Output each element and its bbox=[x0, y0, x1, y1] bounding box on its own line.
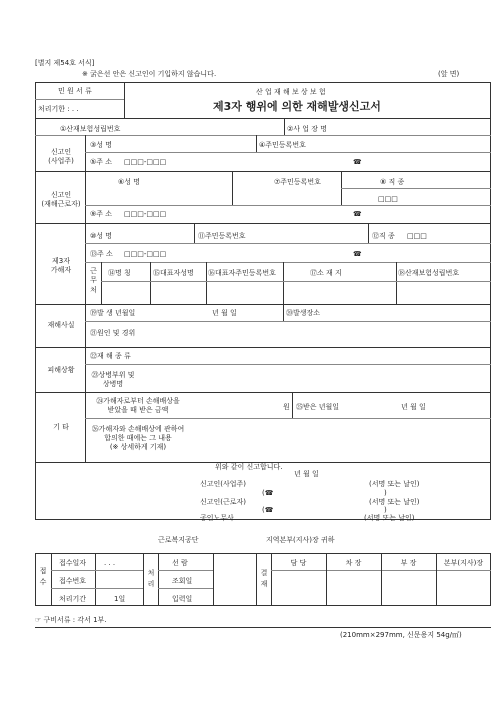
accident-cause-label: ㉑원인 및 경위 bbox=[90, 329, 136, 337]
employer-site-name-label: ②사 업 장 명 bbox=[287, 125, 327, 133]
employer-signer-label: 신고인(사업주) bbox=[200, 480, 247, 488]
declaration-text: 위와 같이 신고합니다. bbox=[215, 463, 283, 471]
labor-attorney-signature-note: (서명 또는 날인) bbox=[364, 514, 415, 522]
victim-address-label: ⑨주 소 bbox=[90, 210, 113, 218]
worker-signer-label: 신고인(근로자) bbox=[200, 498, 247, 506]
approval-col-deputy: 차 장 bbox=[345, 559, 362, 567]
accident-date-label: ⑲발 생 년월일 bbox=[90, 309, 136, 317]
victim-job-code-boxes: □□□ bbox=[378, 195, 398, 203]
form-number: [별지 제54호 서식] bbox=[35, 59, 95, 67]
phone-icon: ☎ bbox=[353, 158, 362, 166]
victim-name-label: ⑥성 명 bbox=[118, 178, 141, 186]
third-party-rrn-label: ⑪주민등록번호 bbox=[198, 232, 246, 240]
employer-address-label: ⑤주 소 bbox=[90, 158, 113, 166]
phone-icon: ☎ bbox=[353, 250, 362, 258]
inquiry-date-label: 조회일 bbox=[172, 577, 193, 585]
processing-period-label: 처리기간 bbox=[59, 595, 87, 603]
accident-place-label: ⑳발생장소 bbox=[286, 309, 321, 317]
injury-section-label: 피해상황 bbox=[47, 366, 75, 374]
victim-section-label: 신고인 (재해근로자) bbox=[41, 191, 81, 209]
employer-name-label: ③성 명 bbox=[90, 141, 113, 149]
accident-section-label: 재해사실 bbox=[47, 321, 75, 329]
third-party-name-label: ⑩성 명 bbox=[90, 232, 113, 240]
worker-signature-note: (서명 또는 날인) bbox=[369, 498, 420, 506]
approval-section-label: 결 재 bbox=[260, 569, 268, 589]
agency-name: 산 업 재 해 보 상 보 험 bbox=[256, 88, 326, 96]
receipt-section-label: 접 수 bbox=[39, 567, 47, 587]
employer-section-label: 신고인 (사업주) bbox=[48, 148, 74, 166]
workplace-rep-name-label: ⑮대표자성명 bbox=[153, 269, 194, 277]
phone-close-paren: ) bbox=[384, 506, 387, 514]
received-date-format: 년 월 일 bbox=[401, 403, 426, 411]
workplace-location-label: ⑰소 재 지 bbox=[310, 269, 342, 277]
third-party-section-label: 제3자 가해자 bbox=[50, 257, 72, 275]
receipt-doc-label: 민 원 서 류 bbox=[58, 87, 92, 95]
receipt-date-label: 접수일자 bbox=[59, 559, 87, 567]
required-documents: ☞ 구비서류 : 각서 1부. bbox=[35, 616, 107, 624]
labor-attorney-label: 공인노무사 bbox=[200, 514, 234, 522]
victim-rrn-label: ⑦주민등록번호 bbox=[274, 178, 321, 186]
injury-part-label: ㉓상병부위 및 상병명 bbox=[91, 371, 135, 389]
agreement-label: ㉖가해자와 손해배상에 관하여 합의한 때에는 그 내용 (※ 상세하게 기재) bbox=[91, 425, 185, 452]
addressee-agency: 근로복지공단 bbox=[158, 536, 199, 544]
victim-job-label: ⑧ 직 종 bbox=[380, 178, 405, 186]
employer-signature-note: (서명 또는 날인) bbox=[369, 480, 420, 488]
third-party-job-code-boxes: □□□ bbox=[407, 232, 427, 240]
workplace-label: 근 무 처 bbox=[90, 267, 97, 294]
employer-postal-boxes: □□□-□□□ bbox=[124, 158, 167, 166]
declaration-date: 년 월 일 bbox=[294, 470, 319, 478]
workplace-biz-no-label: ⑱산재보험성립번호 bbox=[398, 269, 460, 277]
workplace-rep-rrn-label: ⑯대표자주민등록번호 bbox=[208, 269, 276, 277]
accident-date-format: 년 월 일 bbox=[212, 309, 237, 317]
compensation-received-label: ㉔가해자로부터 손해배상을 받았을 때 받은 금액 bbox=[96, 397, 180, 415]
third-party-job-label: ⑫직 종 bbox=[372, 232, 395, 240]
won-unit: 원 bbox=[283, 403, 290, 411]
page-side-label: (앞 면) bbox=[438, 70, 460, 78]
notice-text: ※ 굵은선 안은 신고인이 기입하지 않습니다. bbox=[82, 70, 217, 78]
addressee-branch: 지역본부(지사)장 귀하 bbox=[266, 536, 335, 544]
approval-col-staff: 담 당 bbox=[290, 559, 307, 567]
employer-rrn-label: ④주민등록번호 bbox=[259, 141, 306, 149]
receipt-number-label: 접수번호 bbox=[59, 577, 87, 585]
third-party-postal-boxes: □□□-□□□ bbox=[124, 250, 167, 258]
received-date-label: ㉕받은 년월일 bbox=[296, 403, 340, 411]
other-section-label: 기 타 bbox=[53, 423, 69, 431]
injury-type-label: ㉒재 해 종 류 bbox=[90, 352, 131, 360]
approval-col-branch-head: 본부(지사)장 bbox=[443, 559, 484, 567]
input-date-label: 입력일 bbox=[172, 595, 193, 603]
phone-close-paren: ) bbox=[384, 489, 387, 497]
workplace-name-label: ⑭명 칭 bbox=[108, 269, 131, 277]
third-party-address-label: ⑬주 소 bbox=[90, 250, 113, 258]
receipt-date-value: . . . bbox=[104, 559, 116, 567]
form-title: 제3자 행위에 의한 재해발생신고서 bbox=[213, 100, 381, 113]
phone-icon: (☎ bbox=[262, 506, 274, 514]
processing-section-label: 처 리 bbox=[147, 569, 155, 589]
review-label: 선 람 bbox=[172, 559, 188, 567]
processing-deadline: 처리기한 : . . bbox=[38, 105, 79, 113]
approval-col-manager: 부 장 bbox=[400, 559, 417, 567]
employer-biz-no-label: ①산재보험성립번호 bbox=[60, 125, 121, 133]
phone-icon: ☎ bbox=[353, 210, 362, 218]
victim-postal-boxes: □□□-□□□ bbox=[124, 210, 167, 218]
phone-icon: (☎ bbox=[262, 489, 274, 497]
processing-period-value: 1일 bbox=[114, 595, 126, 603]
paper-spec: (210mm×297mm, 신문용지 54g/㎡) bbox=[340, 631, 462, 639]
